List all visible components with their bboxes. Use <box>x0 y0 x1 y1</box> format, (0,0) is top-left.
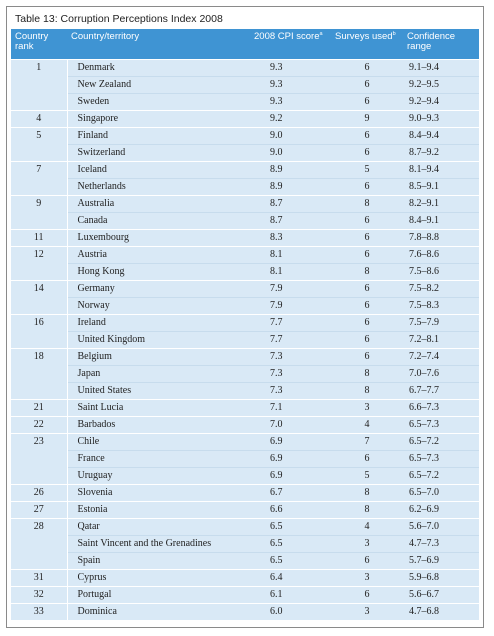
score-cell: 6.5 <box>250 553 331 570</box>
country-cell: United Kingdom <box>67 332 250 349</box>
range-cell: 6.7–7.7 <box>403 383 479 400</box>
country-cell: Estonia <box>67 502 250 519</box>
table-row <box>11 94 479 111</box>
score-cell: 8.3 <box>250 230 331 247</box>
table-row <box>11 400 479 417</box>
range-cell: 6.5–7.2 <box>403 468 479 485</box>
header-country-rank-label: Country rank <box>15 31 49 52</box>
range-cell: 4.7–7.3 <box>403 536 479 553</box>
range-cell: 8.7–9.2 <box>403 145 479 162</box>
surveys-cell: 3 <box>331 570 403 587</box>
range-cell: 7.2–7.4 <box>403 349 479 366</box>
header-cpi-score-footnote: a <box>319 30 323 37</box>
table-row <box>11 281 479 298</box>
surveys-cell: 3 <box>331 604 403 621</box>
surveys-cell: 8 <box>331 366 403 383</box>
table-row <box>11 417 479 434</box>
score-cell: 8.9 <box>250 162 331 179</box>
range-cell: 9.2–9.4 <box>403 94 479 111</box>
rank-cell: 11 <box>11 230 67 247</box>
surveys-cell: 8 <box>331 196 403 213</box>
score-cell: 7.9 <box>250 281 331 298</box>
header-cpi-score-label: 2008 CPI score <box>254 31 320 42</box>
surveys-cell: 6 <box>331 179 403 196</box>
surveys-cell: 5 <box>331 468 403 485</box>
table-row <box>11 247 479 264</box>
country-cell: Switzerland <box>67 145 250 162</box>
country-cell: Chile <box>67 434 250 451</box>
table-row <box>11 298 479 315</box>
table-row <box>11 264 479 281</box>
score-cell: 6.0 <box>250 604 331 621</box>
rank-cell: 16 <box>11 315 67 349</box>
score-cell: 9.3 <box>250 60 331 77</box>
surveys-cell: 6 <box>331 281 403 298</box>
header-country-territory <box>67 29 250 60</box>
range-cell: 7.0–7.6 <box>403 366 479 383</box>
table-row <box>11 604 479 621</box>
score-cell: 6.9 <box>250 468 331 485</box>
score-cell: 6.4 <box>250 570 331 587</box>
country-cell: Hong Kong <box>67 264 250 281</box>
surveys-cell: 6 <box>331 94 403 111</box>
country-cell: Saint Lucia <box>67 400 250 417</box>
rank-cell: 4 <box>11 111 67 128</box>
rank-cell: 32 <box>11 587 67 604</box>
header-country-rank <box>11 29 67 60</box>
range-cell: 7.8–8.8 <box>403 230 479 247</box>
surveys-cell: 6 <box>331 128 403 145</box>
country-cell: Singapore <box>67 111 250 128</box>
range-cell: 6.6–7.3 <box>403 400 479 417</box>
country-cell: Ireland <box>67 315 250 332</box>
country-cell: Finland <box>67 128 250 145</box>
surveys-cell: 6 <box>331 587 403 604</box>
table-row <box>11 332 479 349</box>
table-row <box>11 434 479 451</box>
table-row <box>11 213 479 230</box>
surveys-cell: 6 <box>331 60 403 77</box>
table-row <box>11 485 479 502</box>
surveys-cell: 6 <box>331 332 403 349</box>
score-cell: 7.7 <box>250 332 331 349</box>
surveys-cell: 8 <box>331 502 403 519</box>
country-cell: United States <box>67 383 250 400</box>
table-row <box>11 349 479 366</box>
country-cell: Sweden <box>67 94 250 111</box>
score-cell: 9.2 <box>250 111 331 128</box>
range-cell: 7.5–8.6 <box>403 264 479 281</box>
score-cell: 6.5 <box>250 519 331 536</box>
table-row <box>11 77 479 94</box>
range-cell: 7.2–8.1 <box>403 332 479 349</box>
rank-cell: 12 <box>11 247 67 281</box>
table-title: Table 13: Corruption Perceptions Index 2008 <box>15 13 223 25</box>
surveys-cell: 8 <box>331 264 403 281</box>
range-cell: 6.5–7.0 <box>403 485 479 502</box>
surveys-cell: 4 <box>331 519 403 536</box>
country-cell: Luxembourg <box>67 230 250 247</box>
surveys-cell: 6 <box>331 553 403 570</box>
score-cell: 7.0 <box>250 417 331 434</box>
country-cell: Canada <box>67 213 250 230</box>
country-cell: Portugal <box>67 587 250 604</box>
rank-cell: 28 <box>11 519 67 570</box>
range-cell: 6.5–7.2 <box>403 434 479 451</box>
range-cell: 8.5–9.1 <box>403 179 479 196</box>
score-cell: 8.9 <box>250 179 331 196</box>
rank-cell: 7 <box>11 162 67 196</box>
surveys-cell: 5 <box>331 162 403 179</box>
score-cell: 7.3 <box>250 349 331 366</box>
surveys-cell: 6 <box>331 247 403 264</box>
country-cell: Iceland <box>67 162 250 179</box>
surveys-cell: 6 <box>331 298 403 315</box>
country-cell: Austria <box>67 247 250 264</box>
score-cell: 6.6 <box>250 502 331 519</box>
score-cell: 6.7 <box>250 485 331 502</box>
table-row <box>11 60 479 77</box>
score-cell: 7.3 <box>250 366 331 383</box>
header-confidence-range <box>403 29 479 60</box>
score-cell: 9.0 <box>250 145 331 162</box>
range-cell: 5.6–6.7 <box>403 587 479 604</box>
rank-cell: 31 <box>11 570 67 587</box>
surveys-cell: 6 <box>331 230 403 247</box>
country-cell: Japan <box>67 366 250 383</box>
score-cell: 6.9 <box>250 434 331 451</box>
country-cell: Germany <box>67 281 250 298</box>
score-cell: 6.9 <box>250 451 331 468</box>
score-cell: 9.0 <box>250 128 331 145</box>
country-cell: Spain <box>67 553 250 570</box>
table-row <box>11 536 479 553</box>
range-cell: 4.7–6.8 <box>403 604 479 621</box>
country-cell: Slovenia <box>67 485 250 502</box>
table-row <box>11 553 479 570</box>
country-cell: New Zealand <box>67 77 250 94</box>
table-row <box>11 570 479 587</box>
range-cell: 8.2–9.1 <box>403 196 479 213</box>
range-cell: 5.7–6.9 <box>403 553 479 570</box>
country-cell: France <box>67 451 250 468</box>
score-cell: 7.3 <box>250 383 331 400</box>
surveys-cell: 6 <box>331 349 403 366</box>
table-header <box>11 29 479 60</box>
score-cell: 7.1 <box>250 400 331 417</box>
surveys-cell: 6 <box>331 145 403 162</box>
range-cell: 7.5–8.2 <box>403 281 479 298</box>
header-cpi-score <box>250 29 331 60</box>
header-surveys-used-footnote: b <box>392 30 396 37</box>
score-cell: 8.1 <box>250 247 331 264</box>
rank-cell: 5 <box>11 128 67 162</box>
range-cell: 7.5–8.3 <box>403 298 479 315</box>
score-cell: 6.5 <box>250 536 331 553</box>
table-row <box>11 587 479 604</box>
surveys-cell: 6 <box>331 77 403 94</box>
surveys-cell: 3 <box>331 536 403 553</box>
table-row <box>11 179 479 196</box>
rank-cell: 27 <box>11 502 67 519</box>
rank-cell: 1 <box>11 60 67 111</box>
rank-cell: 9 <box>11 196 67 230</box>
range-cell: 8.4–9.4 <box>403 128 479 145</box>
rank-cell: 18 <box>11 349 67 400</box>
range-cell: 8.4–9.1 <box>403 213 479 230</box>
score-cell: 9.3 <box>250 94 331 111</box>
table-row <box>11 145 479 162</box>
range-cell: 9.0–9.3 <box>403 111 479 128</box>
rank-cell: 26 <box>11 485 67 502</box>
range-cell: 6.5–7.3 <box>403 417 479 434</box>
range-cell: 6.2–6.9 <box>403 502 479 519</box>
range-cell: 6.5–7.3 <box>403 451 479 468</box>
country-cell: Dominica <box>67 604 250 621</box>
range-cell: 5.6–7.0 <box>403 519 479 536</box>
header-surveys-used <box>331 29 403 60</box>
table-row <box>11 111 479 128</box>
country-cell: Netherlands <box>67 179 250 196</box>
table-row <box>11 366 479 383</box>
table-row <box>11 451 479 468</box>
header-country-territory-label: Country/territory <box>71 31 140 42</box>
range-cell: 7.5–7.9 <box>403 315 479 332</box>
score-cell: 8.1 <box>250 264 331 281</box>
country-cell: Belgium <box>67 349 250 366</box>
rank-cell: 21 <box>11 400 67 417</box>
table-row <box>11 468 479 485</box>
table-row <box>11 230 479 247</box>
country-cell: Uruguay <box>67 468 250 485</box>
table-row <box>11 519 479 536</box>
country-cell: Qatar <box>67 519 250 536</box>
score-cell: 8.7 <box>250 213 331 230</box>
table-row <box>11 196 479 213</box>
table-body <box>11 60 479 621</box>
score-cell: 9.3 <box>250 77 331 94</box>
rank-cell: 33 <box>11 604 67 621</box>
surveys-cell: 7 <box>331 434 403 451</box>
table-row <box>11 128 479 145</box>
range-cell: 5.9–6.8 <box>403 570 479 587</box>
range-cell: 7.6–8.6 <box>403 247 479 264</box>
surveys-cell: 6 <box>331 213 403 230</box>
table-row <box>11 162 479 179</box>
country-cell: Norway <box>67 298 250 315</box>
table-row <box>11 383 479 400</box>
surveys-cell: 9 <box>331 111 403 128</box>
surveys-cell: 8 <box>331 383 403 400</box>
cpi-table <box>11 29 479 621</box>
range-cell: 9.1–9.4 <box>403 60 479 77</box>
surveys-cell: 6 <box>331 451 403 468</box>
score-cell: 7.7 <box>250 315 331 332</box>
surveys-cell: 6 <box>331 315 403 332</box>
table-row <box>11 502 479 519</box>
country-cell: Barbados <box>67 417 250 434</box>
table-frame <box>6 6 484 628</box>
surveys-cell: 3 <box>331 400 403 417</box>
country-cell: Denmark <box>67 60 250 77</box>
table-row <box>11 315 479 332</box>
country-cell: Australia <box>67 196 250 213</box>
rank-cell: 22 <box>11 417 67 434</box>
surveys-cell: 8 <box>331 485 403 502</box>
rank-cell: 23 <box>11 434 67 485</box>
range-cell: 8.1–9.4 <box>403 162 479 179</box>
country-cell: Cyprus <box>67 570 250 587</box>
header-surveys-used-label: Surveys used <box>335 31 393 42</box>
score-cell: 8.7 <box>250 196 331 213</box>
score-cell: 6.1 <box>250 587 331 604</box>
surveys-cell: 4 <box>331 417 403 434</box>
range-cell: 9.2–9.5 <box>403 77 479 94</box>
score-cell: 7.9 <box>250 298 331 315</box>
country-cell: Saint Vincent and the Grenadines <box>67 536 250 553</box>
rank-cell: 14 <box>11 281 67 315</box>
header-confidence-range-label: Confidence range <box>407 31 456 52</box>
